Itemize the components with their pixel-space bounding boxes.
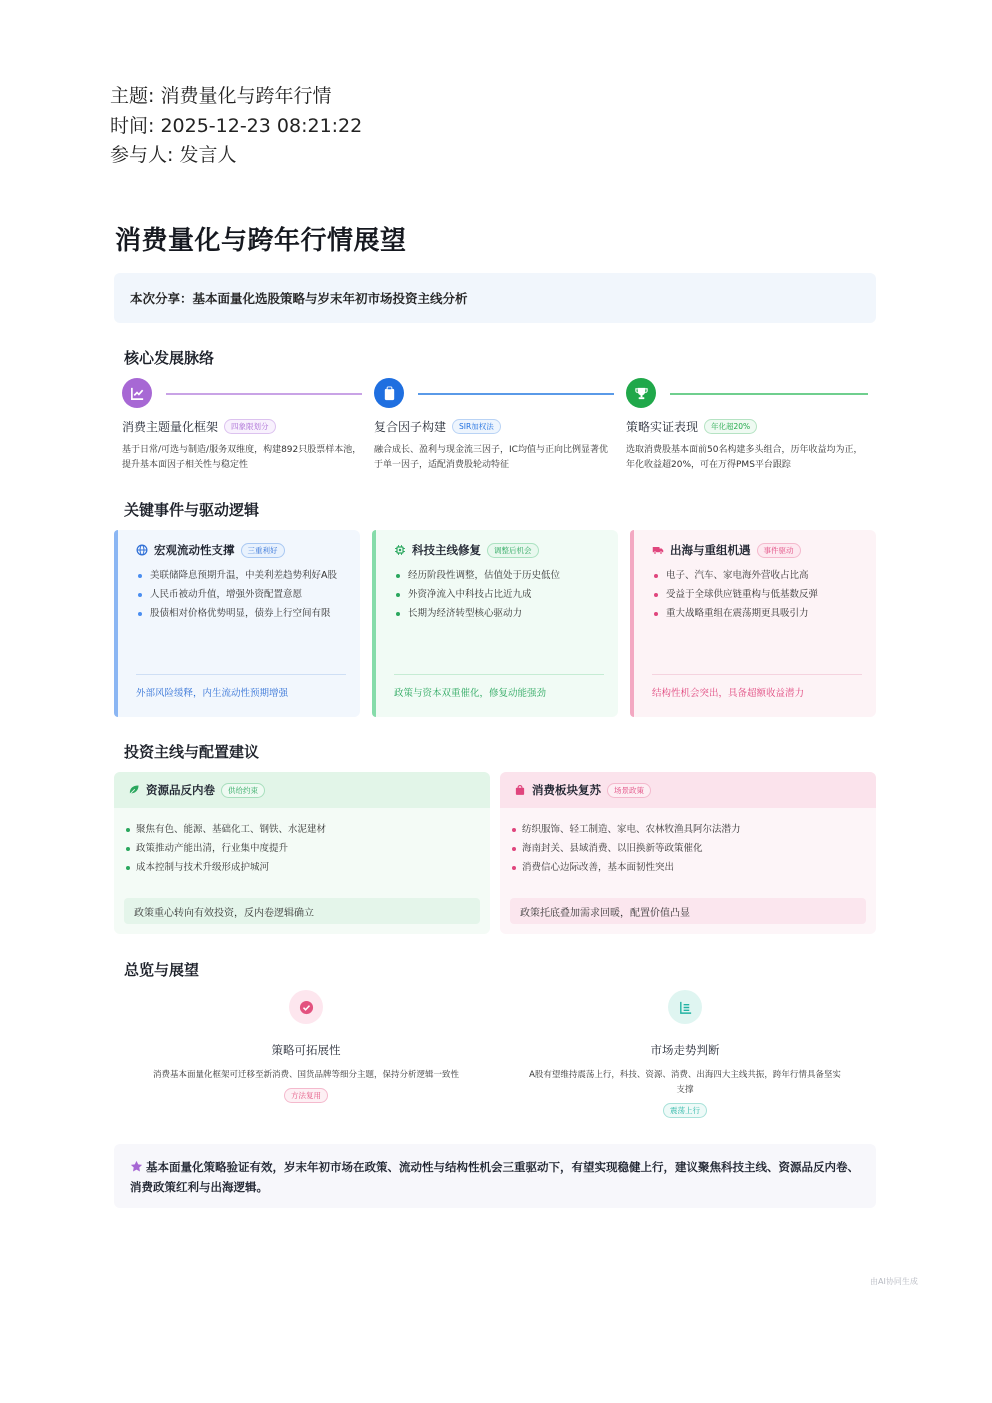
globe-icon — [136, 544, 148, 556]
list-item: 电子、汽车、家电海外营收占比高 — [652, 568, 862, 584]
event-footer: 政策与资本双重催化，修复动能强劲 — [394, 674, 604, 699]
timeline-tag: 四象限划分 — [224, 419, 276, 434]
outlook-item — [525, 990, 845, 1118]
event-title: 宏观流动性支撑 — [154, 543, 235, 557]
summary-box — [114, 273, 876, 323]
list-item: 人民币被动升值，增强外资配置意愿 — [136, 587, 346, 603]
outlook-title: 策略可拓展性 — [271, 1043, 341, 1057]
meta-participants: 参与人: 发言人 — [110, 144, 237, 166]
list-item: 政策推动产能出清，行业集中度提升 — [126, 841, 490, 857]
outlook-title: 市场走势判断 — [650, 1043, 720, 1057]
list-icon — [668, 990, 702, 1024]
timeline-item — [374, 378, 624, 473]
conclusion-box — [114, 1144, 876, 1208]
card-accent-bar — [630, 530, 634, 717]
timeline-desc: 融合成长、盈利与现金流三因子，IC均值与正向比例显著优于单一因子，适配消费股轮动特征 — [374, 445, 608, 470]
truck-icon — [652, 544, 664, 556]
outlook-desc: A股有望维持震荡上行，科技、资源、消费、出海四大主线共振，跨年行情具备坚实支撑 — [529, 1070, 841, 1095]
timeline — [122, 378, 882, 478]
list-item: 外资净流入中科技占比近九成 — [394, 587, 604, 603]
timeline-title: 策略实证表现 — [626, 420, 699, 434]
meta-time: 时间: 2025-12-23 08:21:22 — [110, 114, 363, 137]
timeline-tag: 年化超20% — [704, 419, 757, 434]
list-item: 聚焦有色、能源、基础化工、钢铁、水泥建材 — [126, 822, 490, 838]
allocation-title: 消费板块复苏 — [532, 783, 601, 797]
timeline-desc: 选取消费股基本面前50名构建多头组合，历年收益均为正，年化收益超20%，可在万得PMS平台跟踪 — [626, 445, 863, 470]
outlook-desc: 消费基本面量化框架可迁移至新消费、国货品牌等细分主题，保持分析逻辑一致性 — [152, 1070, 459, 1080]
trophy-icon — [626, 378, 656, 408]
list-item: 美联储降息预期升温，中美利差趋势利好A股 — [136, 568, 346, 584]
event-card — [114, 530, 360, 717]
meta-topic: 主题: 消费量化与跨年行情 — [110, 85, 332, 107]
card-accent-bar — [114, 530, 118, 717]
event-card — [372, 530, 618, 717]
card-accent-bar — [372, 530, 376, 717]
list-item: 受益于全球供应链重构与低基数反弹 — [652, 587, 862, 603]
page-title: 消费量化与跨年行情展望 — [115, 226, 407, 256]
allocation-tag: 供给约束 — [221, 783, 265, 798]
allocation-note: 政策托底叠加需求回暖，配置价值凸显 — [510, 898, 866, 924]
section-title-outlook: 总览与展望 — [124, 961, 200, 979]
conclusion-text: 基本面量化策略验证有效，岁末年初市场在政策、流动性与结构性机会三重驱动下，有望实现稳健上行，建议聚焦科技主线、资源品反内卷、消费政策红利与出海逻辑。 — [130, 1160, 859, 1194]
list-item: 纺织服饰、轻工制造、家电、农林牧渔具阿尔法潜力 — [512, 822, 876, 838]
list-item: 长期为经济转型核心驱动力 — [394, 606, 604, 622]
section-title-allocation: 投资主线与配置建议 — [124, 743, 260, 761]
timeline-title: 复合因子构建 — [374, 420, 447, 434]
outlook-item — [146, 990, 466, 1103]
event-title: 科技主线修复 — [412, 543, 481, 557]
clipboard-icon — [374, 378, 404, 408]
event-footer: 结构性机会突出，具备超额收益潜力 — [652, 674, 862, 699]
outlook-tag: 方法复用 — [284, 1088, 328, 1103]
list-item: 经历阶段性调整，估值处于历史低位 — [394, 568, 604, 584]
timeline-title: 消费主题量化框架 — [122, 420, 219, 434]
list-item: 海南封关、县域消费、以旧换新等政策催化 — [512, 841, 876, 857]
leaf-icon — [128, 784, 140, 796]
summary-text: 本次分享：基本面量化选股策略与岁末年初市场投资主线分析 — [130, 291, 468, 306]
timeline-desc: 基于日常/可选与制造/服务双维度，构建892只股票样本池，提升基本面因子相关性与稳定性 — [122, 445, 362, 470]
outlook-tag: 震荡上行 — [663, 1103, 707, 1118]
check-circle-icon — [289, 990, 323, 1024]
list-item: 股债相对价格优势明显，债券上行空间有限 — [136, 606, 346, 622]
watermark: 由AI协同生成 — [870, 1277, 918, 1286]
chip-icon — [394, 544, 406, 556]
event-card — [630, 530, 876, 717]
list-item: 消费信心边际改善，基本面韧性突出 — [512, 860, 876, 876]
timeline-tag: SIR加权法 — [452, 419, 501, 434]
timeline-item — [626, 378, 876, 473]
event-tag: 调整后机会 — [487, 543, 539, 558]
shopping-bag-icon — [514, 784, 526, 796]
timeline-item — [122, 378, 372, 473]
event-footer: 外部风险缓释，内生流动性预期增强 — [136, 674, 346, 699]
section-title-timeline: 核心发展脉络 — [124, 349, 215, 367]
allocation-card — [114, 772, 490, 934]
star-icon — [130, 1160, 143, 1173]
list-item: 重大战略重组在震荡期更具吸引力 — [652, 606, 862, 622]
event-title: 出海与重组机遇 — [670, 543, 751, 557]
allocation-card — [500, 772, 876, 934]
allocation-title: 资源品反内卷 — [146, 783, 215, 797]
allocation-tag: 场景政策 — [607, 783, 651, 798]
list-item: 成本控制与技术升级形成护城河 — [126, 860, 490, 876]
allocation-note: 政策重心转向有效投资，反内卷逻辑确立 — [124, 898, 480, 924]
meeting-meta — [110, 82, 362, 171]
event-tag: 三重利好 — [241, 543, 285, 558]
event-tag: 事件驱动 — [757, 543, 801, 558]
section-title-events: 关键事件与驱动逻辑 — [124, 501, 260, 519]
chart-line-icon — [122, 378, 152, 408]
